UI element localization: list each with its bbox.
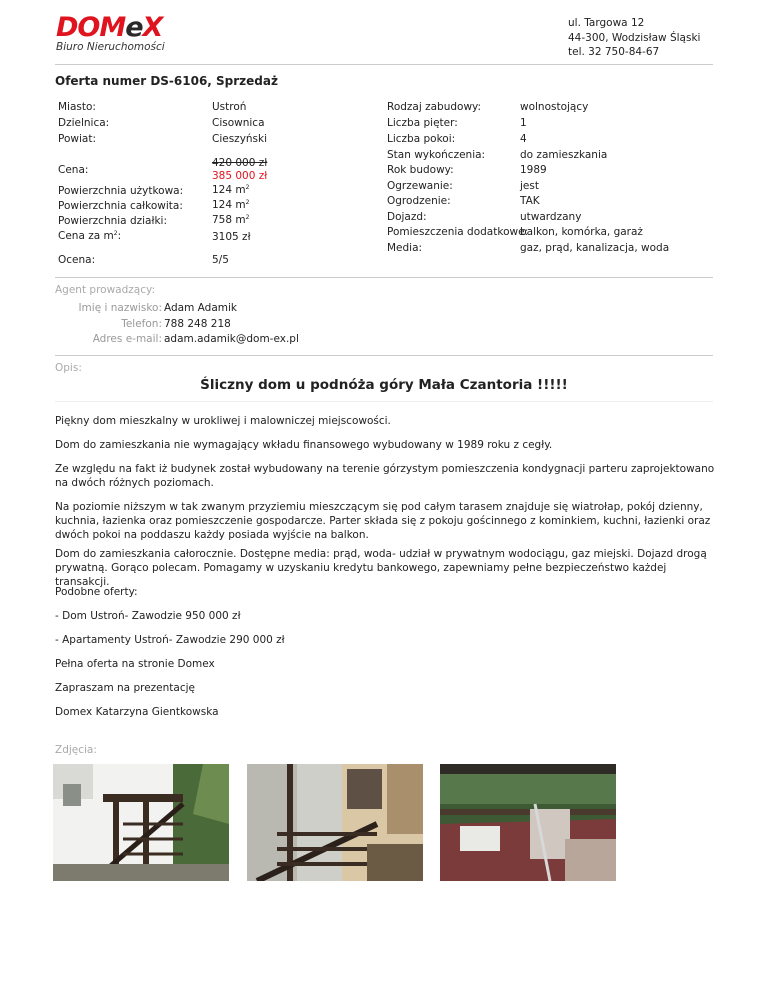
price-label: Cena: <box>58 164 89 176</box>
usable-area-value <box>212 184 249 196</box>
district-value: Cisownica <box>212 117 265 129</box>
price-per-m2-value: 3105 zł <box>212 231 251 243</box>
agent-phone[interactable]: 788 248 218 <box>164 318 231 330</box>
logo-wordmark <box>56 14 165 42</box>
divider <box>55 64 713 65</box>
total-area-number: 124 m <box>212 199 246 211</box>
description-paragraph: Dom do zamieszkania całorocznie. Dostępne media: prąd, woda- udział w prywatnym wodociągu, gaz miejski. Dojazd drogą prywatną. Gorąco polecam. Pomagamy w uzyskaniu kredytu bankowego, zapewniamy pełne bezpieczeństwo każdej transakcji. <box>55 548 707 588</box>
divider <box>55 355 713 356</box>
total-area-value <box>212 199 249 211</box>
extra-rooms-value: balkon, komórka, garaż <box>520 226 643 238</box>
rooms-value: 4 <box>520 133 527 145</box>
logo-subtitle: Biuro Nieruchomości <box>56 41 165 53</box>
total-area-label: Powierzchnia całkowita: <box>58 200 183 212</box>
logo-dom: DOM <box>56 12 126 43</box>
offer-title: Oferta numer DS-6106, Sprzedaż <box>55 74 278 88</box>
agent-name: Adam Adamik <box>164 302 237 314</box>
heating-label: Ogrzewanie: <box>387 180 453 192</box>
domex-logo <box>56 14 165 53</box>
address-street: ul. Targowa 12 <box>568 17 645 29</box>
agent-email[interactable]: adam.adamik@dom-ex.pl <box>164 333 299 345</box>
photos-section-label: Zdjęcia: <box>55 744 97 756</box>
description-paragraph: Zapraszam na prezentację <box>55 682 195 694</box>
logo-e: e <box>125 12 143 43</box>
description-paragraph: Dom do zamieszkania nie wymagający wkładu finansowego wybudowany w 1989 roku z cegły. <box>55 439 553 451</box>
divider <box>55 401 713 402</box>
description-section-label: Opis: <box>55 362 82 374</box>
agent-email-label: Adres e-mail: <box>92 333 162 345</box>
description-paragraph: Ze względu na fakt iż budynek został wybudowany na terenie górzystym pomieszczenia kondygnacji parteru zaprojektowano na dwóch różnych poziomach. <box>55 463 715 489</box>
city-label: Miasto: <box>58 101 96 113</box>
house-photo-3[interactable] <box>440 764 616 881</box>
description-paragraph: Domex Katarzyna Gientkowska <box>55 706 219 718</box>
price-per-m2-text: Cena za m <box>58 230 114 242</box>
district-label: Dzielnica: <box>58 117 110 129</box>
fence-label: Ogrodzenie: <box>387 195 451 207</box>
plot-area-number: 758 m <box>212 214 246 226</box>
new-price: 385 000 zł <box>212 170 268 182</box>
price-per-m2-label: Cena za $m^2$: <box>58 230 122 242</box>
logo-x: X <box>142 12 163 43</box>
heating-value: jest <box>520 180 539 192</box>
city-value: Ustroń <box>212 101 247 113</box>
address-city: 44-300, Wodzisław Śląski <box>568 31 701 44</box>
rating-label: Ocena: <box>58 254 96 266</box>
description-paragraph: Podobne oferty: <box>55 586 138 598</box>
condition-value: do zamieszkania <box>520 149 608 161</box>
utilities-label: Media: <box>387 242 423 254</box>
agency-address <box>568 16 700 60</box>
rating-value: 5/5 <box>212 254 229 266</box>
similar-offer-link[interactable]: - Dom Ustroń- Zawodzie 950 000 zł <box>55 610 241 622</box>
building-type-value: wolnostojący <box>520 101 589 113</box>
extra-rooms-label: Pomieszczenia dodatkowe: <box>387 226 529 238</box>
plot-area-value <box>212 214 249 226</box>
agent-section-label: Agent prowadzący: <box>55 284 155 296</box>
agent-phone-label: Telefon: <box>121 318 162 330</box>
condition-label: Stan wykończenia: <box>387 149 486 161</box>
year-built-label: Rok budowy: <box>387 164 454 176</box>
access-value: utwardzany <box>520 211 582 223</box>
sup-2: 2 <box>245 214 250 221</box>
floors-label: Liczba pięter: <box>387 117 458 129</box>
description-paragraph: Na poziomie niższym w tak zwanym przyziemiu mieszczącym się pod całym tarasem znajduje się wiatrołap, pokój dzienny, kuchnia, łazienka oraz pomieszczenie gospodarcze. Parter składa się z pokoju gościnnego z kominkiem, kuchni, łazienki oraz dwóch pokoi na poddaszu każdy posiada wyjście na balkon. <box>55 501 711 541</box>
year-built-value: 1989 <box>520 164 547 176</box>
old-price: 420 000 zł <box>212 157 268 169</box>
description-paragraph: Pełna oferta na stronie Domex <box>55 658 215 670</box>
similar-offer-link[interactable]: - Apartamenty Ustroń- Zawodzie 290 000 zł <box>55 634 285 646</box>
fence-value: TAK <box>520 195 540 207</box>
agent-name-label: Imię i nazwisko: <box>78 302 162 314</box>
house-photo-2[interactable] <box>247 764 423 881</box>
description-title: Śliczny dom u podnóża góry Mała Czantoria !!!!! <box>200 377 568 393</box>
house-photo-1[interactable] <box>53 764 229 881</box>
county-value: Cieszyński <box>212 133 268 145</box>
county-label: Powiat: <box>58 133 96 145</box>
sup-2: 2 <box>245 184 250 191</box>
building-type-label: Rodzaj zabudowy: <box>387 101 482 113</box>
sup-2: 2 <box>113 230 118 237</box>
divider <box>55 277 713 278</box>
plot-area-label: Powierzchnia działki: <box>58 215 167 227</box>
usable-area-label: Powierzchnia użytkowa: <box>58 185 184 197</box>
floors-value: 1 <box>520 117 527 129</box>
description-paragraph: Piękny dom mieszkalny w urokliwej i malowniczej miejscowości. <box>55 415 391 427</box>
rooms-label: Liczba pokoi: <box>387 133 456 145</box>
utilities-value: gaz, prąd, kanalizacja, woda <box>520 242 670 254</box>
access-label: Dojazd: <box>387 211 427 223</box>
sup-2: 2 <box>245 199 250 206</box>
usable-area-number: 124 m <box>212 184 246 196</box>
address-phone: tel. 32 750-84-67 <box>568 46 660 58</box>
